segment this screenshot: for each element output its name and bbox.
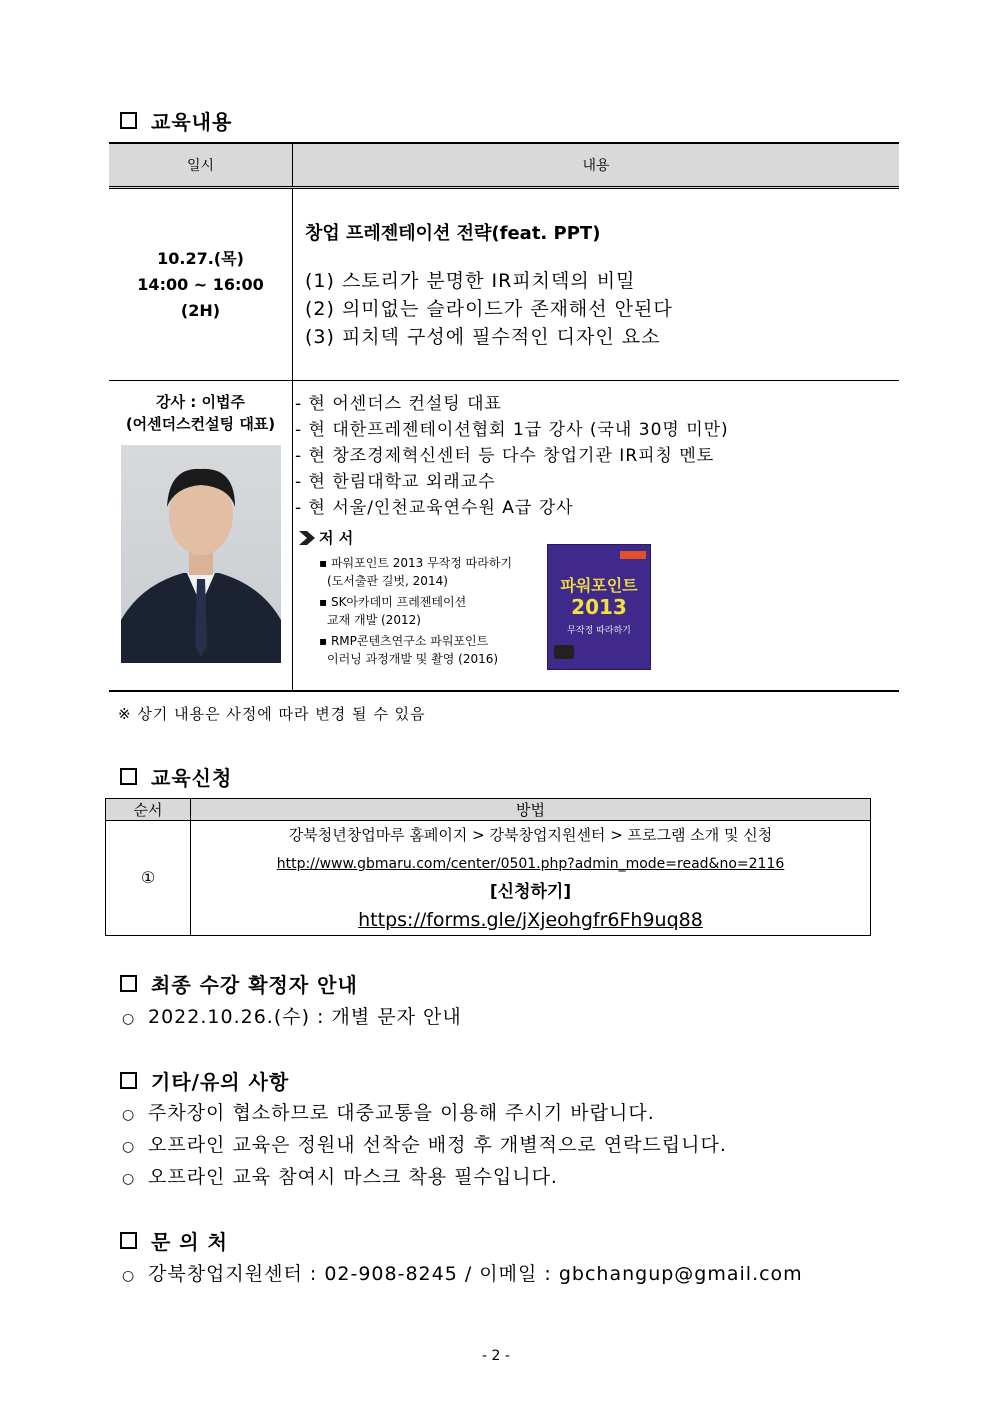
page-number: - 2 - (482, 1348, 510, 1364)
topic-cell (293, 188, 900, 381)
book-item (319, 593, 539, 629)
book-detail: 교재 개발 (2012) (327, 613, 421, 627)
career-item: - 현 대한프레젠테이션협회 1급 강사 (국내 30명 미만) (295, 420, 729, 440)
homepage-link[interactable]: http://www.gbmaru.com/center/0501.php?admin_mode=read&no=2116 (276, 856, 785, 872)
contact-text: 강북창업지원센터 : 02-908-8245 / 이메일 : gbchangup@gmail.com (148, 1263, 803, 1285)
navigation-path: 강북청년창업마루 홈페이지 > 강북창업지원센터 > 프로그램 소개 및 신청 (288, 826, 773, 844)
method-cell (191, 821, 871, 936)
apply-table (105, 798, 871, 936)
section-title: 기타/유의 사항 (151, 1070, 290, 1094)
topic-item: (2) 의미없는 슬라이드가 존재해선 안된다 (305, 297, 673, 320)
instructor-cell (109, 381, 293, 691)
book-cover-subtitle: 무작정 따라하기 (567, 626, 631, 636)
apply-form-link[interactable]: https://forms.gle/jXjeohgfr6Fh9uq88 (358, 909, 703, 931)
change-notice: ※ 상기 내용은 사정에 따라 변경 될 수 있음 (118, 705, 426, 723)
section-heading-contact (120, 1226, 228, 1255)
apply-label: [신청하기] (489, 882, 572, 902)
circle-bullet-icon: ○ (122, 1268, 136, 1284)
book-cover-sticker (554, 645, 574, 659)
career-item: - 현 창조경제혁신센터 등 다수 창업기관 IR피칭 멘토 (295, 446, 715, 466)
instructor-photo (121, 445, 281, 663)
career-item: - 현 한림대학교 외래교수 (295, 472, 496, 492)
arrow-chevron-icon (299, 531, 315, 545)
duration: (2H) (180, 300, 221, 320)
book-cover-badge (620, 551, 646, 559)
book-item (319, 554, 539, 590)
section-heading-etc (120, 1066, 289, 1095)
section-heading-apply (120, 762, 232, 791)
topic-item: (1) 스토리가 분명한 IR피치덱의 비밀 (305, 269, 636, 292)
header-method: 방법 (191, 799, 871, 821)
checkbox-square-icon (120, 768, 137, 785)
section-title: 교육내용 (151, 110, 233, 134)
header-order: 순서 (106, 799, 191, 821)
section-title: 문 의 처 (151, 1230, 228, 1254)
etc-item-text: 주차장이 협소하므로 대중교통을 이용해 주시기 바랍니다. (148, 1102, 655, 1124)
instructor-label: 강사 : 이법주 (156, 393, 245, 411)
book-cover-title: 파워포인트 (560, 576, 638, 595)
checkbox-square-icon (120, 112, 137, 129)
etc-item (122, 1162, 558, 1189)
order-number: ① (106, 821, 191, 936)
etc-item (122, 1098, 655, 1125)
date: 10.27.(목) (157, 248, 244, 268)
book-title: ▪ RMP콘텐츠연구소 파워포인트 (319, 634, 489, 648)
circle-bullet-icon: ○ (122, 1011, 136, 1027)
book-list (319, 554, 539, 668)
instructor-name-block (109, 381, 292, 435)
book-title: ▪ 파워포인트 2013 무작정 따라하기 (319, 556, 513, 570)
section-heading-final (120, 969, 358, 998)
portrait-figure-icon (121, 445, 281, 663)
book-cover-year: 2013 (571, 595, 627, 619)
final-notice-text: 2022.10.26.(수) : 개별 문자 안내 (148, 1006, 462, 1028)
topic-item: (3) 피치덱 구성에 필수적인 디자인 요소 (305, 325, 661, 348)
header-date: 일시 (109, 143, 293, 188)
book-detail: 이러닝 과정개발 및 촬영 (2016) (327, 652, 499, 666)
book-detail: (도서출판 길벗, 2014) (327, 574, 448, 588)
book-cover-image (547, 544, 651, 670)
career-item: - 현 서울/인천교육연수원 A급 강사 (295, 498, 574, 518)
book-item (319, 632, 539, 668)
time: 14:00 ~ 16:00 (137, 274, 264, 294)
etc-item-text: 오프라인 교육은 정원내 선착순 배정 후 개별적으로 연락드립니다. (148, 1134, 727, 1156)
topic-title: 창업 프레젠테이션 전략(feat. PPT) (305, 222, 601, 244)
circle-bullet-icon: ○ (122, 1171, 136, 1187)
section-title: 교육신청 (151, 766, 233, 790)
instructor-org: (어센더스컨설팅 대표) (125, 415, 276, 433)
book-title: ▪ SK아카데미 프레젠테이션 (319, 595, 467, 609)
schedule-table (109, 142, 899, 692)
checkbox-square-icon (120, 1232, 137, 1249)
contact-line (122, 1259, 803, 1286)
date-cell (109, 188, 293, 381)
checkbox-square-icon (120, 1072, 137, 1089)
books-heading-label: 저 서 (319, 529, 354, 547)
header-content: 내용 (293, 143, 900, 188)
etc-item (122, 1130, 727, 1157)
circle-bullet-icon: ○ (122, 1107, 136, 1123)
circle-bullet-icon: ○ (122, 1139, 136, 1155)
section-heading-content (120, 106, 232, 135)
career-item: - 현 어센더스 컨설팅 대표 (295, 394, 502, 414)
final-notice-line (122, 1002, 462, 1029)
section-title: 최종 수강 확정자 안내 (151, 973, 358, 997)
checkbox-square-icon (120, 975, 137, 992)
etc-item-text: 오프라인 교육 참여시 마스크 착용 필수입니다. (148, 1166, 558, 1188)
